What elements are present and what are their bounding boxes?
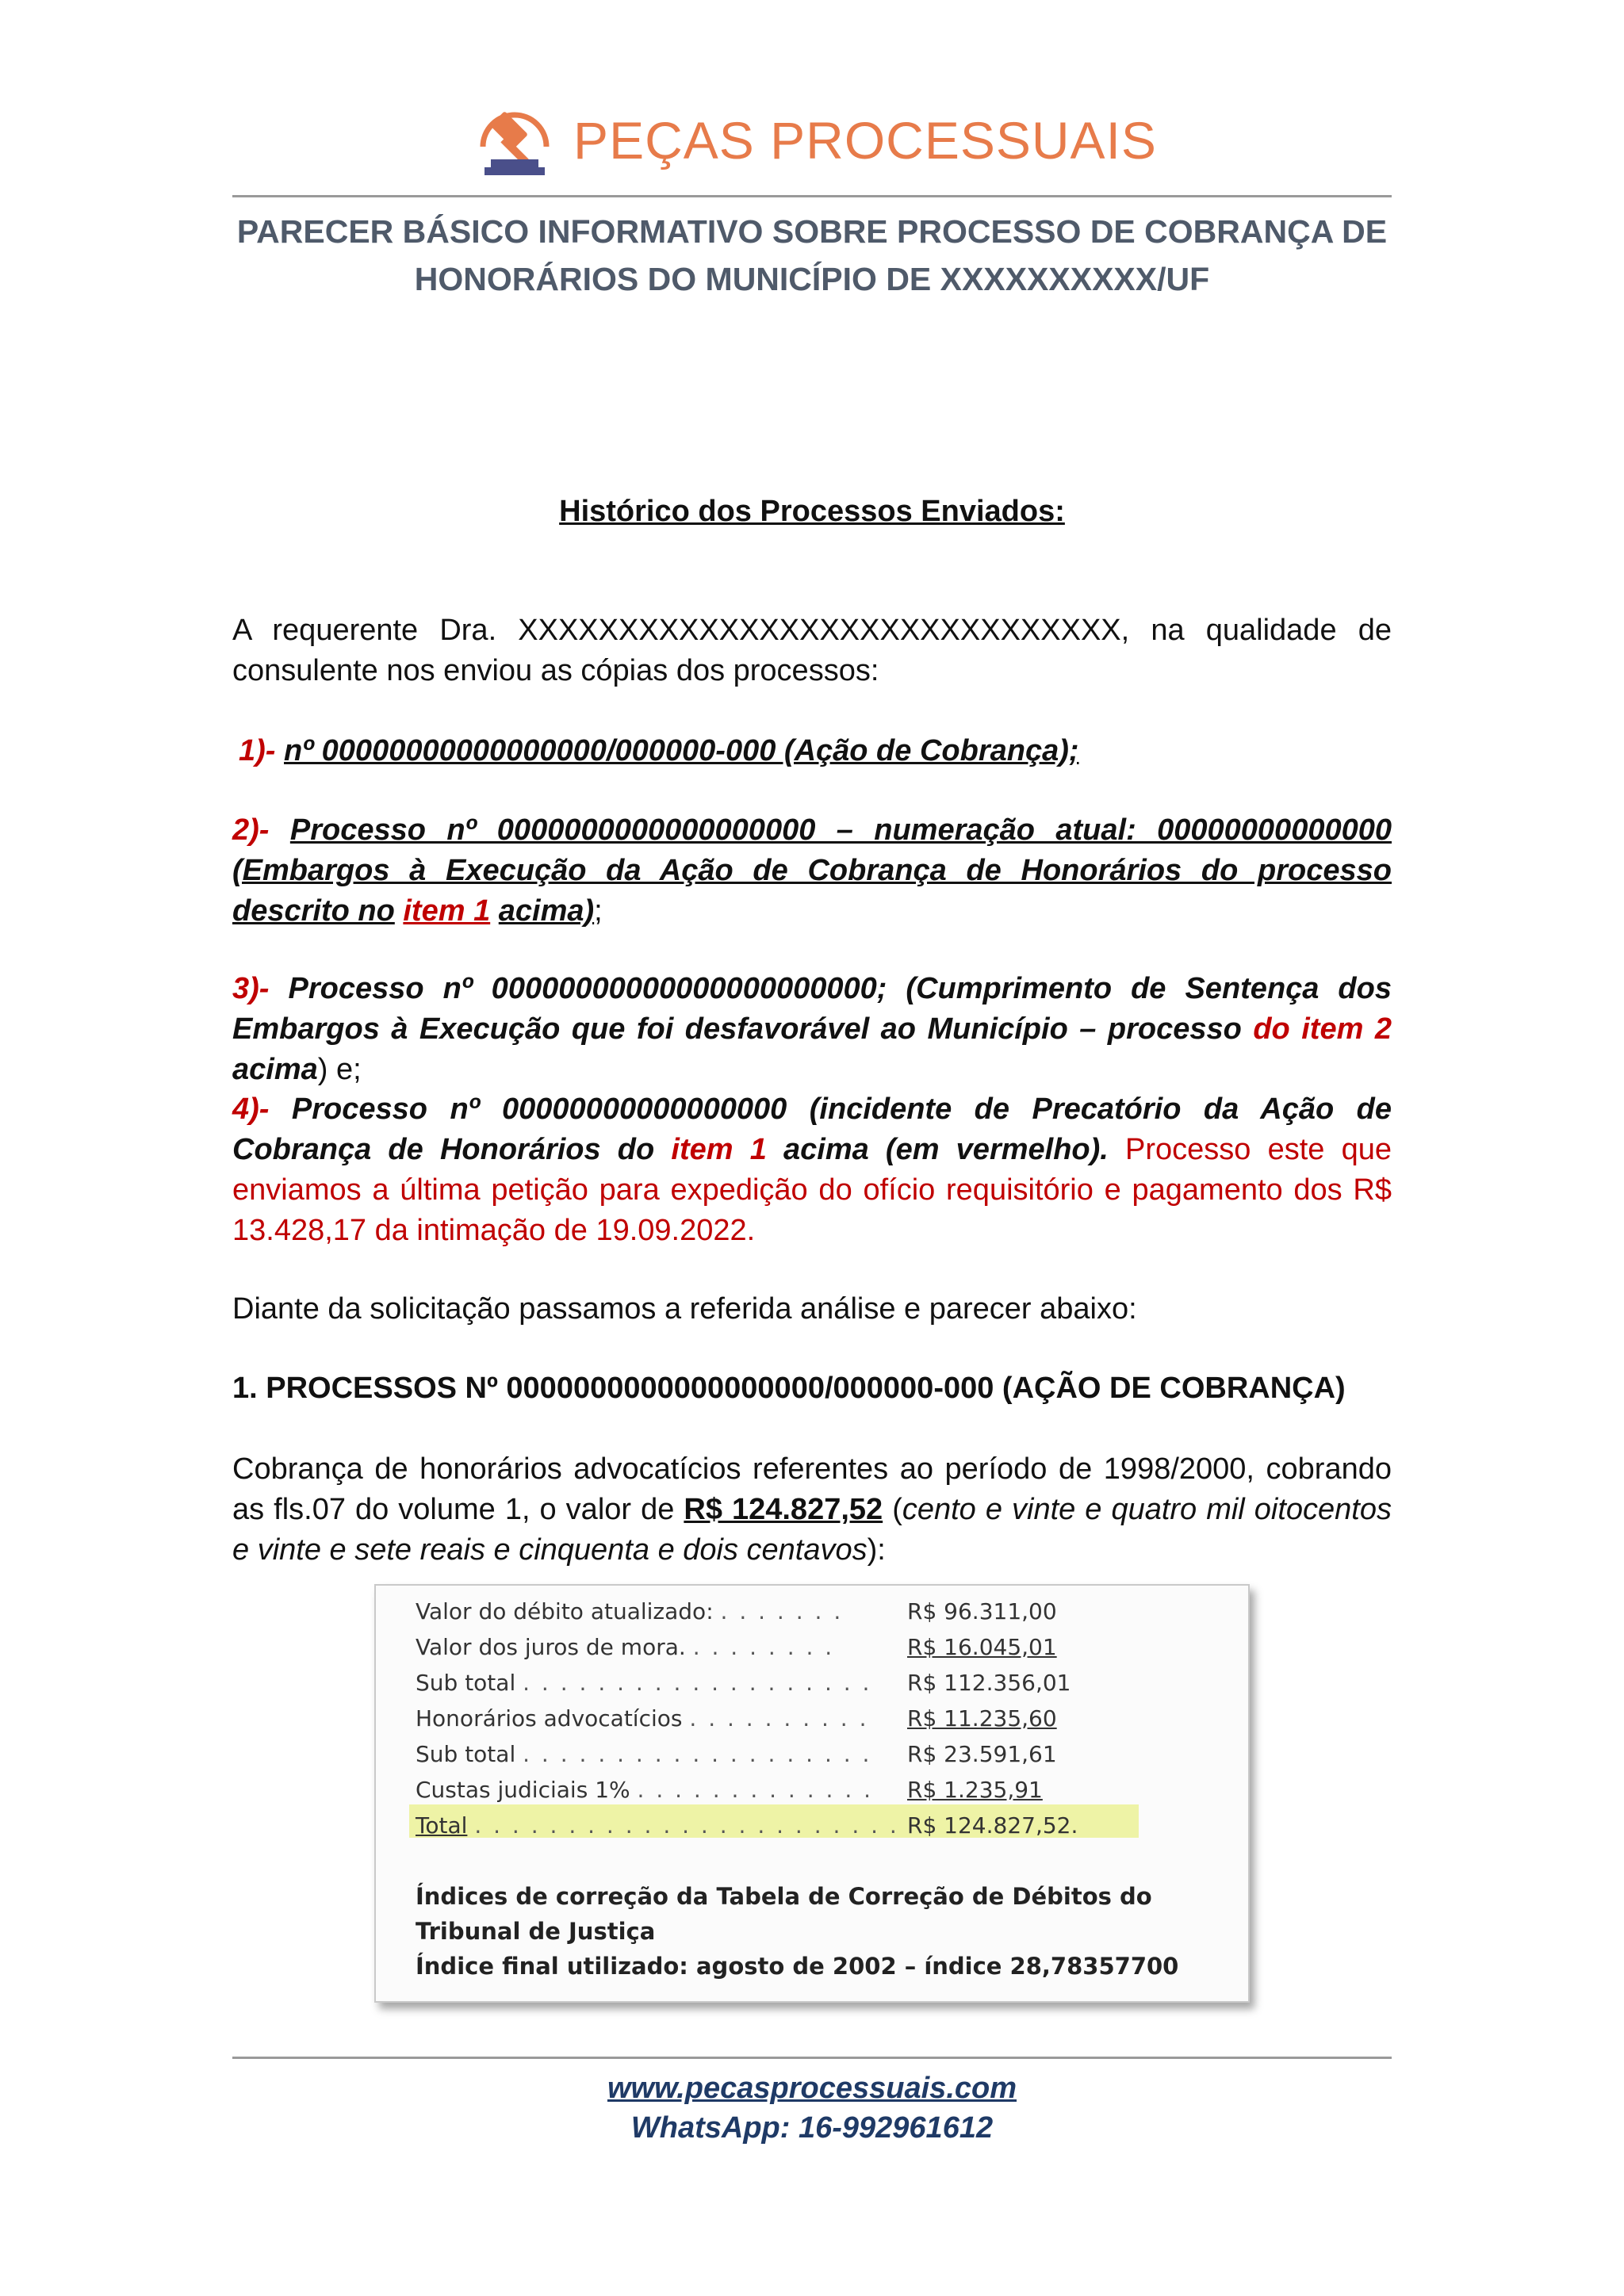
row-dots: . . . . . . . [720,1598,844,1624]
item-3-end: ) e; [317,1053,362,1086]
item-4-note: Processo este que enviamos a última petição para expedição do ofício requisitório e pagamento dos R$ 13.428,17 da intimação de 19.09.2022. [232,1133,1392,1247]
item-3 [232,969,1392,1090]
item-3-number: 3)- [232,972,270,1005]
row-value: R$ 124.827,52. [907,1812,1078,1839]
item-3-text-b: acima [232,1053,318,1086]
row-value: R$ 96.311,00 [907,1598,1057,1624]
section-heading: Histórico dos Processos Enviados: [559,495,1065,528]
item-4-ref: item 1 [671,1133,767,1166]
item-2-number: 2)- [232,813,270,847]
row-dots: . . . . . . . . . . . . . . . . . . . . . . . [474,1812,899,1839]
row-value: R$ 11.235,60 [907,1705,1057,1732]
item-2-end: ; [594,894,603,928]
footer-divider [232,2057,1392,2059]
item-4-text: Processo nº 00000000000000000 (incidente de Precatório da Ação de Cobrança de Honorários do [232,1093,1392,1166]
section-1-close: ): [867,1533,886,1567]
section-1-heading: 1. PROCESSOS Nº 0000000000000000000/000000-000 (AÇÃO DE COBRANÇA) [232,1372,1346,1405]
gavel-icon [467,91,562,190]
item-3-ref: do item 2 [1253,1012,1392,1046]
row-value: R$ 16.045,01 [907,1634,1057,1660]
section-1-amount: R$ 124.827,52 [684,1493,883,1526]
item-4 [232,1089,1392,1251]
table-note-line-2: Tribunal de Justiça [416,1918,656,1945]
row-label: Valor do débito atualizado: [416,1598,714,1624]
table-row [416,1598,1129,1632]
title-line-2: HONORÁRIOS DO MUNICÍPIO DE XXXXXXXXXX/UF [414,261,1210,297]
item-1 [232,731,1392,771]
item-1-number: 1)- [239,734,276,767]
whatsapp-contact: WhatsApp: 16-992961612 [630,2111,994,2145]
item-2-text: Processo nº 0000000000000000000 – numeração atual: 00000000000000 (Embargos à Execução da Ação de Cobrança de Honorários do processo descrito no [232,813,1392,928]
table-row [416,1777,1129,1810]
logo [0,89,1624,192]
section-1-paragraph [232,1449,1392,1571]
section-1-amount-words: cento e vinte e quatro mil oitocentos e vinte e sete reais e cinquenta e dois centavos [232,1493,1392,1567]
row-value: R$ 23.591,61 [907,1741,1057,1767]
item-2 [232,810,1392,932]
table-row-total [416,1812,1129,1846]
table-row [416,1670,1129,1703]
row-dots: . . . . . . . . . . . . . . . . . . . [523,1741,872,1767]
row-dots: . . . . . . . . . . . . . [637,1777,874,1803]
row-value: R$ 112.356,01 [907,1670,1071,1696]
table-row [416,1705,1129,1739]
item-2-ref: item 1 [403,894,491,928]
footer [232,2068,1392,2148]
item-4-number: 4)- [232,1093,270,1126]
intro-paragraph: A requerente Dra. XXXXXXXXXXXXXXXXXXXXXXXXXXXXXX, na qualidade de consulente nos enviou as cópias dos processos: [232,614,1392,687]
row-value: R$ 1.235,91 [907,1777,1043,1803]
item-1-text: nº 00000000000000000/000000-000 (Ação de Cobrança); [284,734,1079,767]
item-3-text: Processo nº 00000000000000000000000; (Cumprimento de Sentença dos Embargos à Execução que foi desfavorável ao Município – processo [232,972,1392,1046]
row-label: Sub total [416,1670,516,1696]
row-dots: . . . . . . . . . . . . . . . . . . . [523,1670,872,1696]
table-note-line-3: Índice final utilizado: agosto de 2002 – índice 28,78357700 [416,1953,1179,1980]
row-label: Valor dos juros de mora. [416,1634,686,1660]
header-divider [232,195,1392,197]
logo-text: PEÇAS PROCESSUAIS [573,111,1157,170]
website-link[interactable]: www.pecasprocessuais.com [607,2072,1017,2105]
title-line-1: PARECER BÁSICO INFORMATIVO SOBRE PROCESSO DE COBRANÇA DE [236,213,1388,250]
row-label: Custas judiciais 1% [416,1777,630,1803]
table-note [416,1879,1224,1984]
item-2-text-b: acima) [498,894,595,928]
calculation-table [374,1584,1250,2003]
analysis-intro: Diante da solicitação passamos a referida análise e parecer abaixo: [232,1292,1137,1326]
row-label: Honorários advocatícios [416,1705,683,1732]
row-dots: . . . . . . . . . . [689,1705,869,1732]
row-label: Sub total [416,1741,516,1767]
section-1-open-paren: ( [892,1493,902,1526]
table-row [416,1634,1129,1667]
row-label: Total [416,1812,468,1839]
section-1-text: Cobrança de honorários advocatícios referentes ao período de 1998/2000, cobrando as fls.07 do volume 1, o valor de [232,1452,1392,1526]
table-note-line-1: Índices de correção da Tabela de Correção de Débitos do [416,1883,1152,1910]
page-title [232,208,1392,303]
item-4-text-b: acima (em vermelho). [783,1133,1109,1166]
table-row [416,1741,1129,1774]
row-dots: . . . . . . . . [692,1634,835,1660]
